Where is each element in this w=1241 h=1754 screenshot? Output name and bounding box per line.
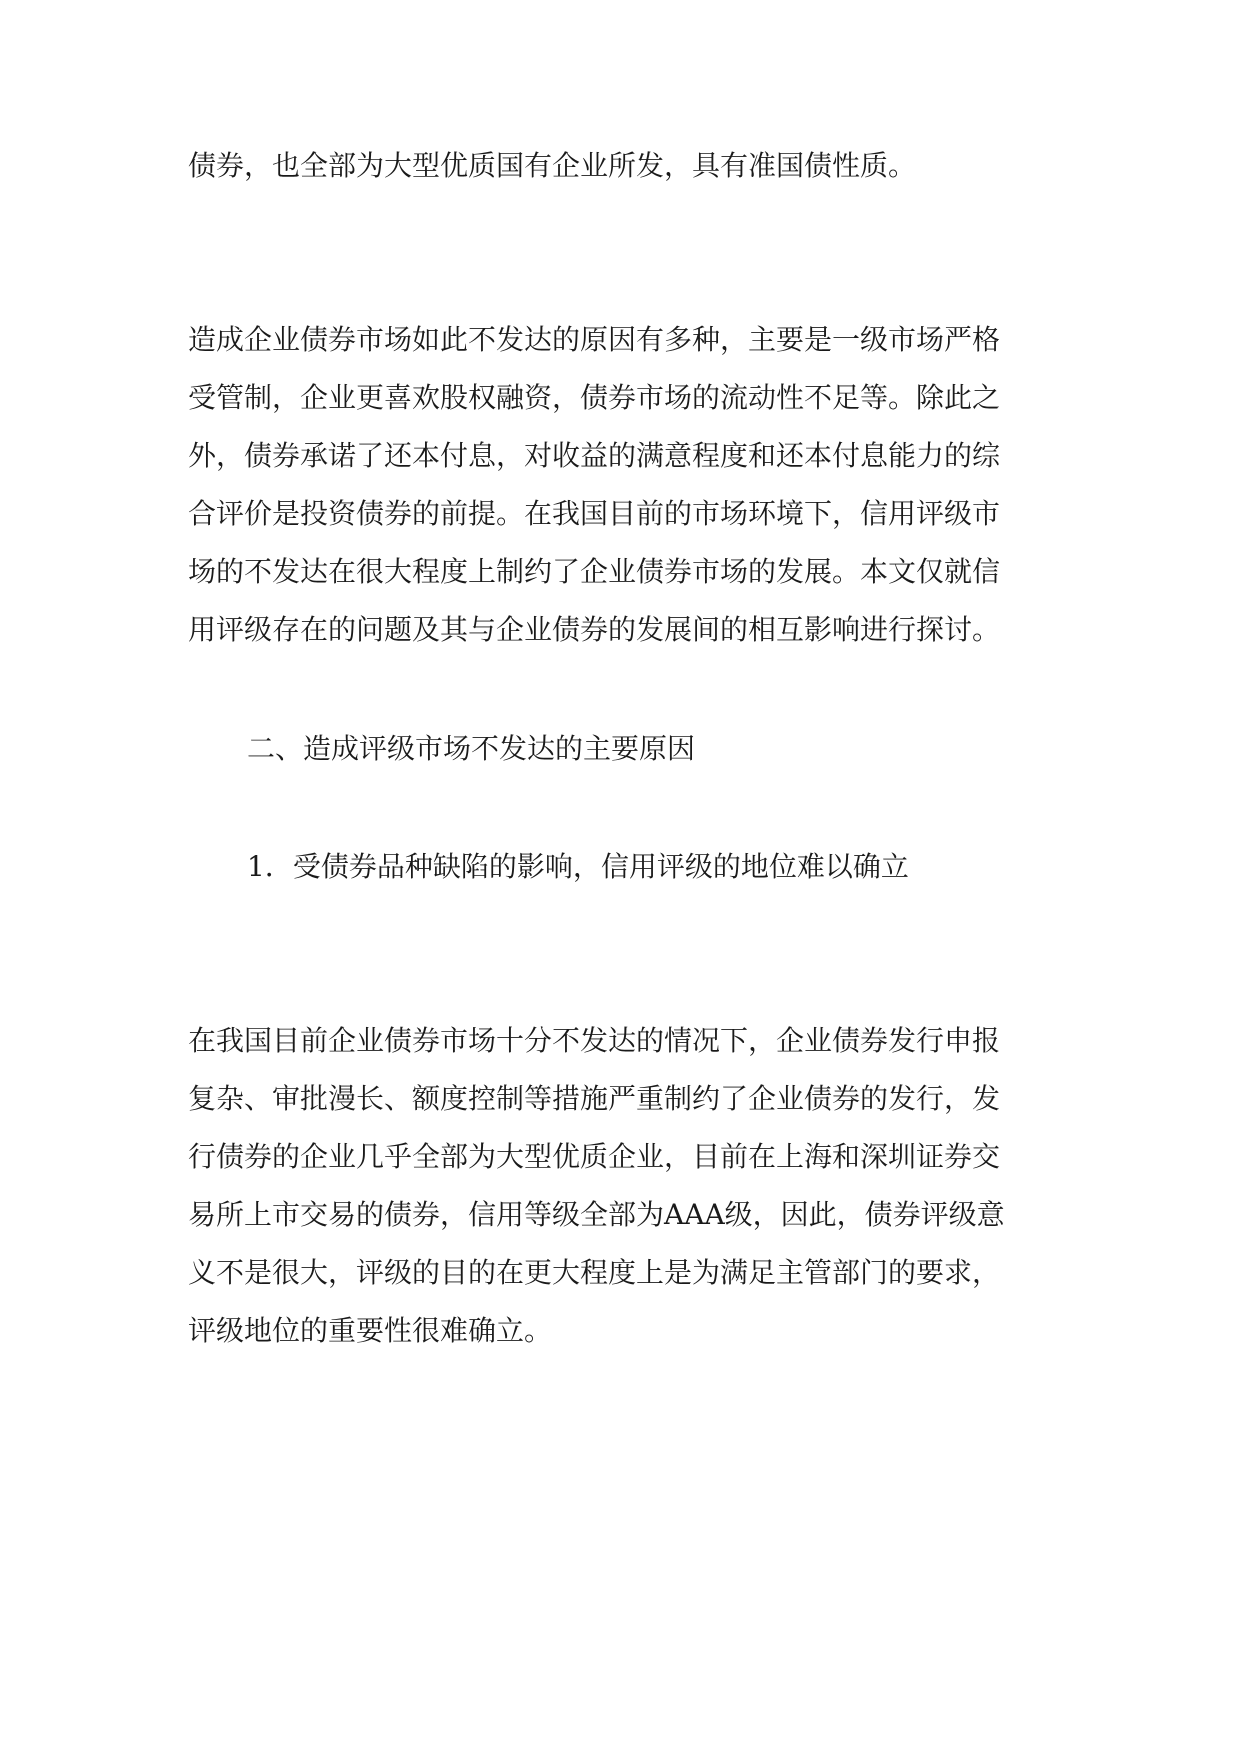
text-line: 评级地位的重要性很难确立。 [188,1314,553,1347]
text-line: 造成企业债券市场如此不发达的原因有多种，主要是一级市场严格 [188,323,1001,356]
text-line: 用评级存在的问题及其与企业债券的发展间的相互影响进行探讨。 [188,613,1001,646]
text-line: 受管制，企业更喜欢股权融资，债券市场的流动性不足等。除此之 [188,381,1001,414]
text-line: 在我国目前企业债券市场十分不发达的情况下，企业债券发行申报 [188,1024,1001,1057]
text-line: 债券，也全部为大型优质国有企业所发，具有准国债性质。 [188,149,917,182]
section-heading: 二、造成评级市场不发达的主要原因 [247,732,696,765]
text-line: 行债券的企业几乎全部为大型优质企业，目前在上海和深圳证券交 [188,1140,1001,1173]
text-line: 合评价是投资债券的前提。在我国目前的市场环境下，信用评级市 [188,497,1001,530]
text-line: 外，债券承诺了还本付息，对收益的满意程度和还本付息能力的综 [188,439,1001,472]
subsection-heading: 1．受债券品种缺陷的影响，信用评级的地位难以确立 [247,850,909,883]
text-line: 场的不发达在很大程度上制约了企业债券市场的发展。本文仅就信 [188,555,1001,588]
text-line: 复杂、审批漫长、额度控制等措施严重制约了企业债券的发行，发 [188,1082,1001,1115]
text-line: 易所上市交易的债券，信用等级全部为AAA级，因此，债券评级意 [188,1198,1005,1231]
text-line: 义不是很大，评级的目的在更大程度上是为满足主管部门的要求， [188,1256,1001,1289]
